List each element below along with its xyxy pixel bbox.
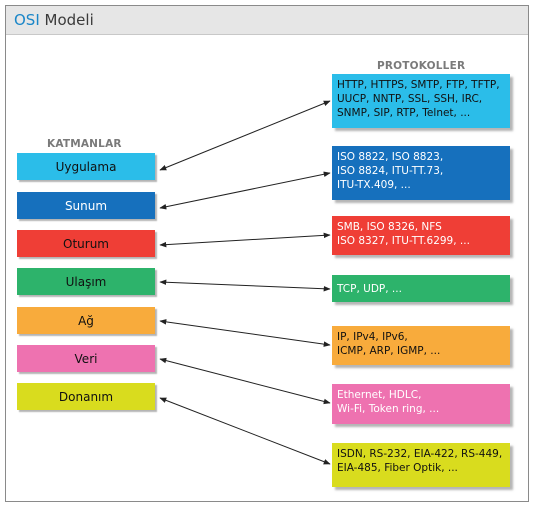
arrow-network bbox=[160, 321, 330, 345]
layer-label: Sunum bbox=[64, 198, 108, 213]
protocols-physical: ISDN, RS-232, EIA-422, RS-449, EIA-485, Fiber Optik, ... bbox=[332, 443, 510, 487]
title-rest: Modeli bbox=[39, 11, 94, 29]
layer-label: Ulaşım bbox=[65, 274, 107, 289]
protocols-data-link: Ethernet, HDLC, Wi-Fi, Token ring, ... bbox=[332, 384, 510, 424]
arrow-presentation bbox=[160, 173, 330, 208]
protocols-transport: TCP, UDP, ... bbox=[332, 275, 510, 302]
layers-heading: KATMANLAR bbox=[47, 138, 122, 150]
protocols-session: SMB, ISO 8326, NFS ISO 8327, ITU-TT.6299, ... bbox=[332, 216, 510, 255]
protocols-presentation: ISO 8822, ISO 8823, ISO 8824, ITU-TT.73, ITU-TX.409, ... bbox=[332, 146, 510, 200]
layer-label: Donanım bbox=[58, 389, 114, 404]
layer-label: Uygulama bbox=[55, 159, 117, 174]
protocols-network: IP, IPv4, IPv6, ICMP, ARP, IGMP, ... bbox=[332, 326, 510, 365]
arrow-session bbox=[160, 235, 330, 245]
layer-label: Veri bbox=[74, 351, 98, 366]
arrow-application bbox=[160, 101, 330, 170]
layer-label: Oturum bbox=[63, 236, 109, 251]
title-osi: OSI bbox=[14, 11, 40, 29]
arrow-physical bbox=[160, 398, 330, 464]
arrow-transport bbox=[160, 282, 330, 289]
layer-label: Ağ bbox=[78, 313, 94, 328]
arrow-data-link bbox=[160, 359, 330, 403]
protocols-heading: PROTOKOLLER bbox=[377, 60, 466, 72]
protocols-application: HTTP, HTTPS, SMTP, FTP, TFTP, UUCP, NNTP, SSL, SSH, IRC, SNMP, SIP, RTP, Telnet, ... bbox=[332, 74, 510, 128]
